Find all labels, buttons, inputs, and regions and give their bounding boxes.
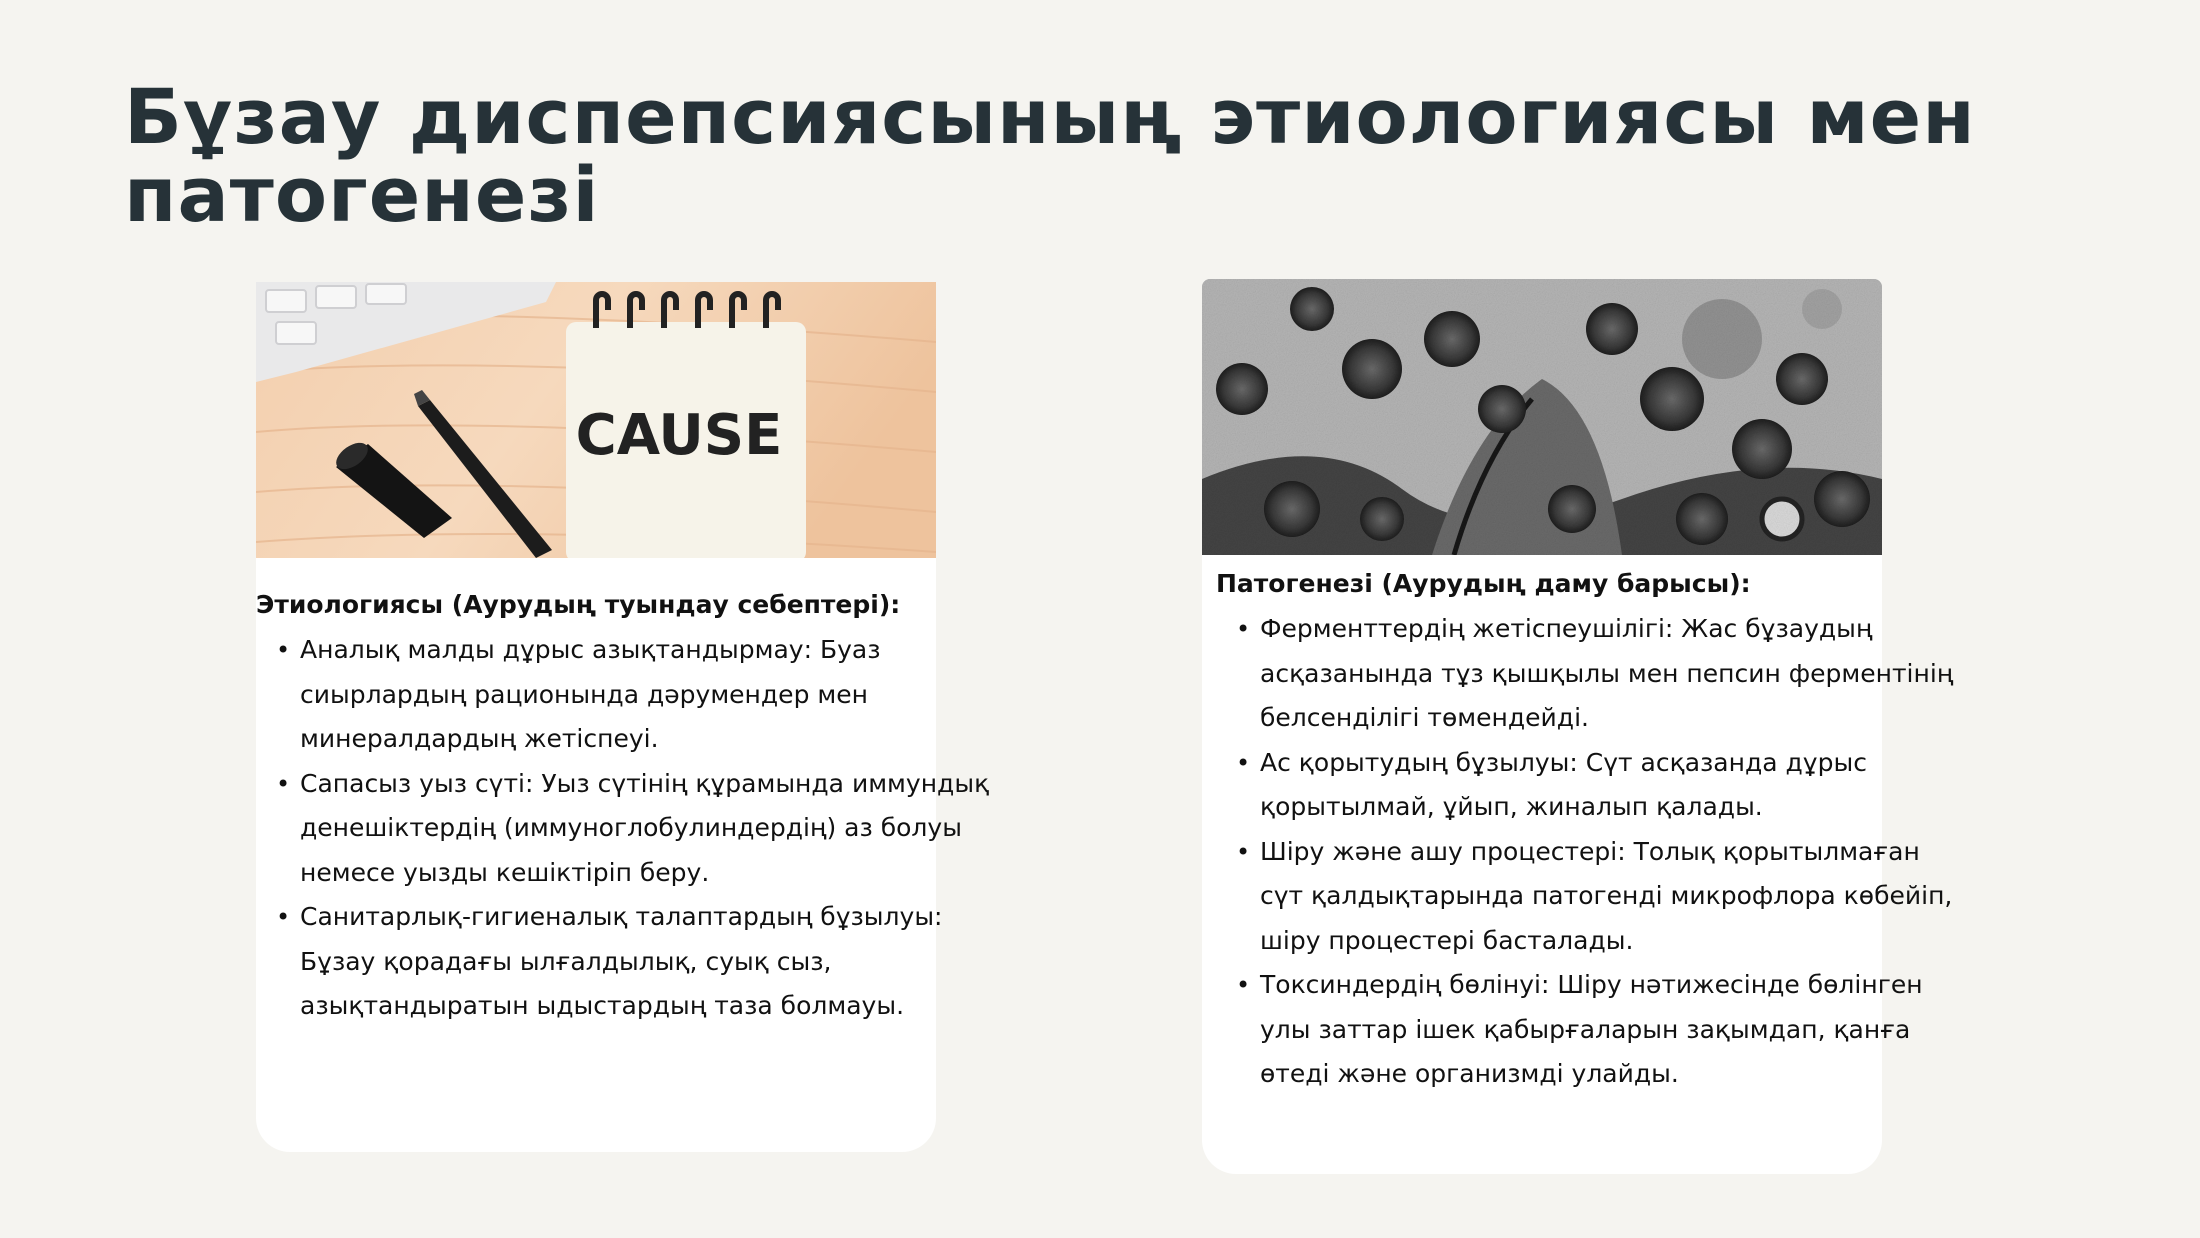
notepad-cause-photo-icon	[256, 282, 936, 558]
page-title: Бұзау диспепсиясының этиологиясы мен патогенезі	[124, 72, 1976, 239]
list-item: • Сапасыз уыз сүті: Уыз сүтінің құрамында иммундық денешіктердің (иммуноглобулиндердің) аз болуы немесе уызды кешіктіріп беру.	[256, 762, 1016, 896]
etiology-heading: Этиологиясы (Аурудың туындау себептері):	[256, 590, 901, 619]
pathogenesis-heading: Патогенезі (Аурудың даму барысы):	[1216, 569, 1751, 598]
microscope-virus-photo-icon	[1202, 279, 1882, 555]
list-item: • Ас қорытудың бұзылуы: Сүт асқазанда дұрыс қорытылмай, ұйып, жиналып қалады.	[1232, 741, 1962, 830]
pathogenesis-card	[1202, 279, 1954, 1174]
cause-word: CAUSE	[575, 403, 783, 468]
list-item: • Санитарлық-гигиеналық талаптардың бұзылуы: Бұзау қорадағы ылғалдылық, суық сыз, азықтандыратын ыдыстардың таза болмауы.	[256, 895, 1016, 1029]
pathogenesis-list	[1232, 607, 1962, 1097]
list-item: • Аналық малды дұрыс азықтандырмау: Буаз сиырлардың рационында дәрумендер мен минералдардың жетіспеуі.	[256, 628, 1016, 762]
list-item: • Ферменттердің жетіспеушілігі: Жас бұзаудың асқазанында тұз қышқылы мен пепсин ферментінің белсенділігі төмендейді.	[1232, 607, 1962, 741]
etiology-list	[256, 628, 1016, 1029]
list-item: • Шіру және ашу процестері: Толық қорытылмаған сүт қалдықтарында патогенді микрофлора көбейіп, шіру процестері басталады.	[1232, 830, 1962, 964]
etiology-card	[256, 282, 990, 1152]
list-item: • Токсиндердің бөлінуі: Шіру нәтижесінде бөлінген улы заттар ішек қабырғаларын зақымдап, қанға өтеді және организмді улайды.	[1232, 963, 1962, 1097]
